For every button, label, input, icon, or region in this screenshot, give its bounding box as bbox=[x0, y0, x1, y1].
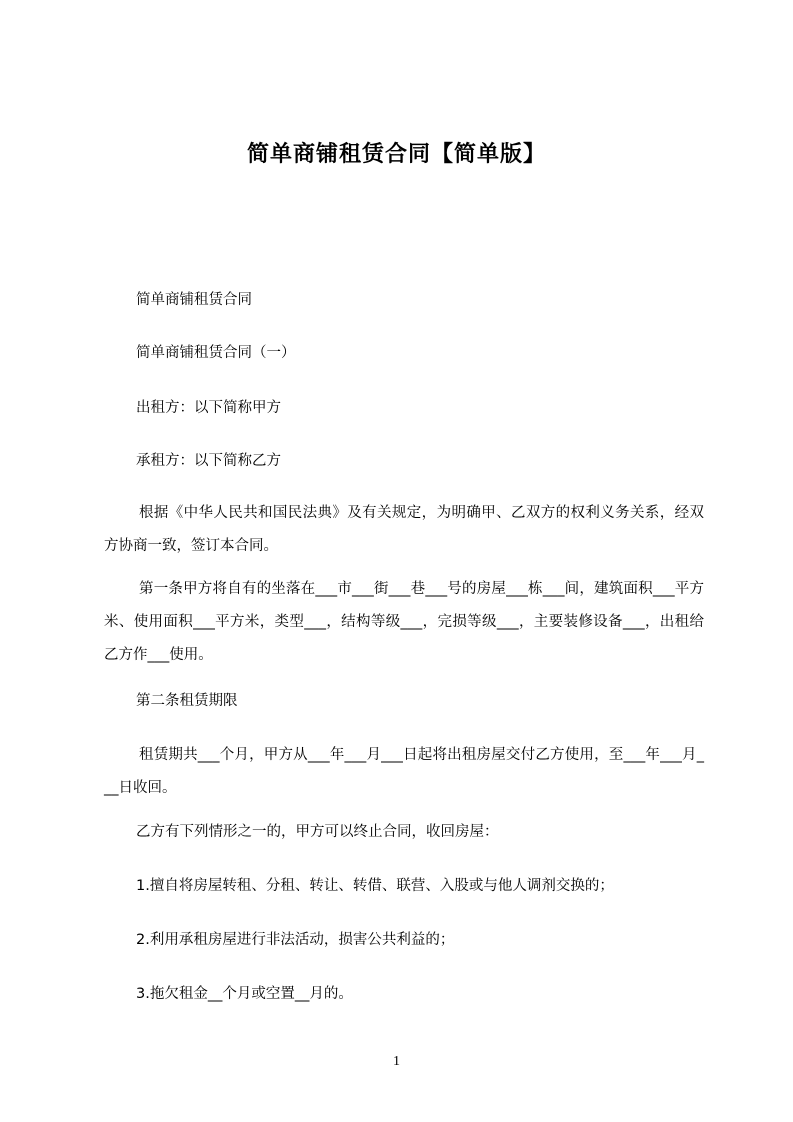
list-item-condition-2: 2.利用承租房屋进行非法活动，损害公共利益的； bbox=[136, 932, 455, 948]
page-number: 1 bbox=[393, 1054, 400, 1069]
list-item-condition-3: 3.拖欠租金__个月或空置__月的。 bbox=[136, 986, 353, 1002]
paragraph-lessee: 承租方：以下简称乙方 bbox=[136, 453, 281, 469]
paragraph-article-1: 第一条甲方将自有的坐落在___市___街___巷___号的房屋___栋___间，建筑面积___平方米、使用面积___平方米，类型___，结构等级___，完损等级___，主要装修设备___，出租给乙方作___使用。 bbox=[104, 581, 704, 663]
list-item-condition-1: 1.擅自将房屋转租、分租、转让、转借、联营、入股或与他人调剂交换的； bbox=[136, 878, 614, 894]
paragraph-termination-conditions: 乙方有下列情形之一的，甲方可以终止合同，收回房屋： bbox=[136, 824, 499, 840]
paragraph-article-2-heading: 第二条租赁期限 bbox=[136, 693, 238, 709]
paragraph-heading: 简单商铺租赁合同 bbox=[136, 292, 252, 308]
document-title: 简单商铺租赁合同【简单版】 bbox=[246, 142, 546, 167]
paragraph-preamble: 根据《中华人民共和国民法典》及有关规定，为明确甲、乙双方的权利义务关系，经双方协商一致，签订本合同。 bbox=[104, 505, 704, 554]
paragraph-lease-term: 租赁期共___个月，甲方从___年___月___日起将出租房屋交付乙方使用，至___年___月___日收回。 bbox=[104, 747, 704, 796]
paragraph-lessor: 出租方：以下简称甲方 bbox=[136, 400, 281, 416]
paragraph-subheading: 简单商铺租赁合同（一） bbox=[136, 345, 296, 361]
